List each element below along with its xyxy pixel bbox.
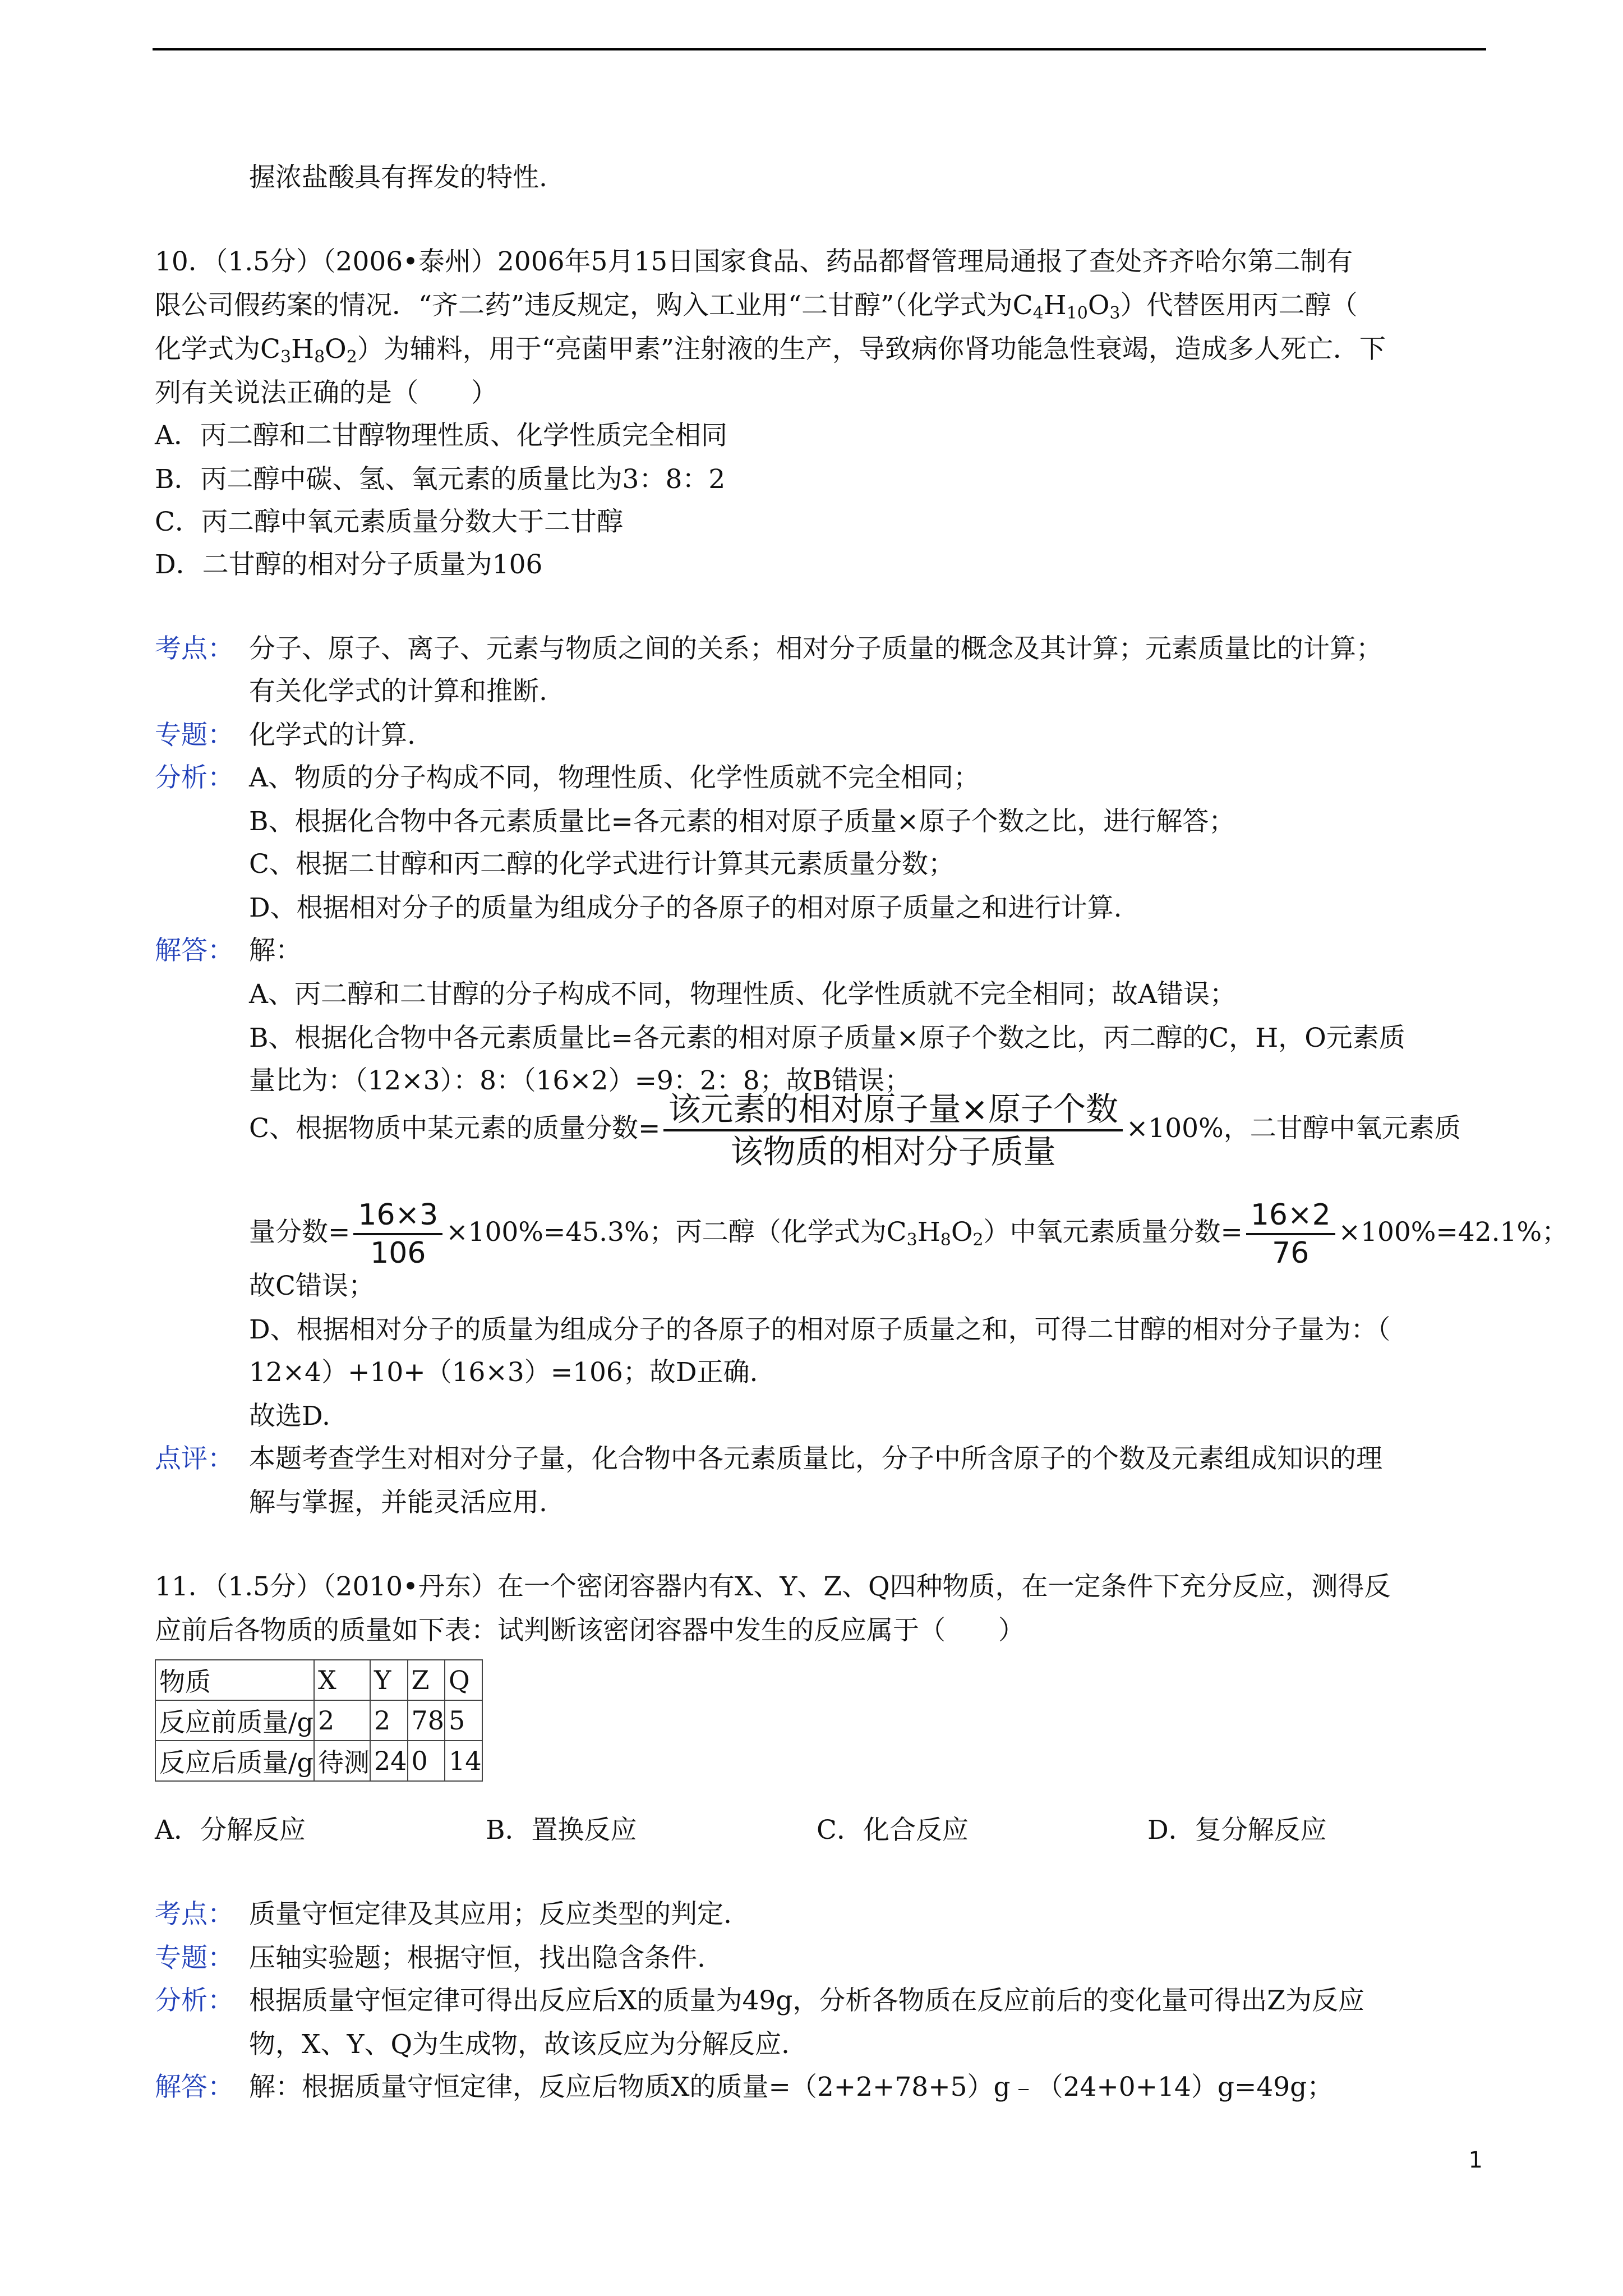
table-cell: 2	[314, 1700, 370, 1741]
a11-fenxi-1: 根据质量守恒定律可得出反应后X的质量为49g，分析各物质在反应前后的变化量可得出Z为反应	[249, 1985, 1365, 2016]
table-cell: Q	[445, 1660, 482, 1700]
q11-option-a: A．分解反应	[155, 1815, 306, 1846]
a10-fenxi-c: C、根据二甘醇和丙二醇的化学式进行计算其元素质量分数；	[249, 849, 955, 880]
a10-jieda-b1: B、根据化合物中各元素质量比=各元素的相对原子质量×原子个数之比，丙二醇的C，H，O元素质	[249, 1023, 1405, 1053]
table-cell: 14	[445, 1741, 482, 1781]
q10-option-a: A．丙二醇和二甘醇物理性质、化学性质完全相同	[155, 420, 727, 451]
q10-line-2: 限公司假药案的情况．“齐二药”违反规定，购入工业用“二甘醇”（化学式为$C_4H_{10}O_3$）代替医用丙二醇（	[155, 290, 1358, 323]
a11-zhuanti: 压轴实验题；根据守恒，找出隐含条件.	[249, 1943, 706, 1973]
table-cell: X	[314, 1660, 370, 1700]
a10-dianping-1: 本题考查学生对相对分子量，化合物中各元素质量比，分子中所含原子的个数及元素组成知识的理	[249, 1443, 1382, 1474]
a10-jie: 解：	[249, 935, 302, 966]
intro-text: 握浓盐酸具有挥发的特性.	[249, 162, 547, 193]
a10-jieda-b2: 量比为：（12×3）：8：（16×2）=9：2：8；故B错误；	[249, 1065, 911, 1096]
mass-table	[155, 1659, 483, 1782]
table-cell: 待测	[314, 1741, 370, 1781]
q10-line-3: 化学式为$C_3H_8O_2$）为辅料，用于“亮菌甲素”注射液的生产，导致病你肾功能急性衰竭，造成多人死亡．下	[155, 334, 1386, 367]
q11-option-b: B．置换反应	[486, 1815, 637, 1846]
q11-option-d: D．复分解反应	[1147, 1815, 1327, 1846]
table-cell: 反应后质量/g	[155, 1741, 314, 1781]
table-cell: 78	[408, 1700, 445, 1741]
label-jieda: 解答：	[155, 935, 234, 966]
label-kaodian-11: 考点：	[155, 1899, 234, 1930]
a10-kaodian-2: 有关化学式的计算和推断.	[249, 676, 547, 707]
a10-kaodian-1: 分子、原子、离子、元素与物质之间的关系；相对分子质量的概念及其计算；元素质量比的计算；	[249, 633, 1382, 664]
table-row	[155, 1660, 482, 1700]
a10-jieda-c1: C、根据物质中某元素的质量分数= $\frac{\text{该元素的相对原子量×原子个数}}{\text{该物质的相对分子质量}}$ ×100%，二甘醇中氧元素质	[249, 1090, 1461, 1171]
a10-fenxi-a: A、物质的分子构成不同，物理性质、化学性质就不完全相同；	[249, 762, 980, 793]
table-cell: 2	[370, 1700, 408, 1741]
label-jieda-11: 解答：	[155, 2072, 234, 2102]
table-row	[155, 1700, 482, 1741]
label-fenxi-11: 分析：	[155, 1985, 234, 2016]
table-row	[155, 1741, 482, 1781]
table-cell: 反应前质量/g	[155, 1700, 314, 1741]
table-cell: 物质	[155, 1660, 314, 1700]
a10-jieda-c3: 故C错误；	[249, 1271, 375, 1301]
a10-jieda-end: 故选D.	[249, 1401, 330, 1432]
table-cell: Z	[408, 1660, 445, 1700]
q10-option-d: D．二甘醇的相对分子质量为106	[155, 549, 543, 580]
a10-jieda-a: A、丙二醇和二甘醇的分子构成不同，物理性质、化学性质就不完全相同；故A错误；	[249, 979, 1236, 1010]
q11-line-1: 11．（1.5分）（2010•丹东）在一个密闭容器内有X、Y、Z、Q四种物质，在一定条件下充分反应，测得反	[155, 1571, 1391, 1602]
label-dianping: 点评：	[155, 1443, 234, 1474]
label-kaodian: 考点：	[155, 633, 234, 664]
table-cell: 0	[408, 1741, 445, 1781]
fraction-mass-percent: $\frac{\text{该元素的相对原子量×原子个数}}{\text{该物质的相对分子质量}}$	[663, 1089, 1123, 1172]
label-fenxi: 分析：	[155, 762, 234, 793]
q11-line-2: 应前后各物质的质量如下表：试判断该密闭容器中发生的反应属于（ ）	[155, 1615, 1025, 1646]
table-cell: Y	[370, 1660, 408, 1700]
label-zhuanti-11: 专题：	[155, 1943, 234, 1973]
header-rule	[153, 48, 1486, 50]
a10-dianping-2: 解与掌握，并能灵活应用.	[249, 1487, 547, 1518]
a11-jieda: 解：根据质量守恒定律，反应后物质X的质量=（2+2+78+5）g﹣（24+0+14）g=49g；	[249, 2072, 1334, 2102]
q11-option-c: C．化合反应	[817, 1815, 969, 1846]
page-number: 1	[1468, 2147, 1483, 2173]
q10-line-1: 10．（1.5分）（2006•泰州）2006年5月15日国家食品、药品都督管理局通报了查处齐齐哈尔第二制有	[155, 246, 1353, 277]
q10-option-b: B．丙二醇中碳、氢、氧元素的质量比为3：8：2	[155, 464, 726, 495]
fraction-16x2: $\frac{16\times 2}{76}$	[1246, 1197, 1335, 1271]
a10-fenxi-d: D、根据相对分子的质量为组成分子的各原子的相对原子质量之和进行计算.	[249, 892, 1122, 923]
a10-zhuanti: 化学式的计算.	[249, 720, 416, 751]
a10-fenxi-b: B、根据化合物中各元素质量比=各元素的相对原子质量×原子个数之比，进行解答；	[249, 806, 1235, 837]
a10-jieda-d2: 12×4）+10+（16×3）=106；故D正确.	[249, 1357, 758, 1388]
q10-line-4: 列有关说法正确的是（ ）	[155, 378, 497, 408]
table-cell: 24	[370, 1741, 408, 1781]
a10-jieda-c2: 量分数= $\frac{16\times 3}{106}$ ×100%=45.3%；丙二醇（化学式为$C_3H_8O_2$）中氧元素质量分数= $\frac{16\times 2}{76}$ ×100%=42.1%；	[249, 1198, 1569, 1270]
fraction-16x3: $\frac{16\times 3}{106}$	[353, 1197, 442, 1271]
q10-option-c: C．丙二醇中氧元素质量分数大于二甘醇	[155, 507, 623, 537]
a11-fenxi-2: 物，X、Y、Q为生成物，故该反应为分解反应.	[249, 2029, 790, 2060]
a11-kaodian: 质量守恒定律及其应用；反应类型的判定.	[249, 1899, 732, 1930]
table-cell: 5	[445, 1700, 482, 1741]
label-zhuanti: 专题：	[155, 720, 234, 751]
a10-jieda-d1: D、根据相对分子的质量为组成分子的各原子的相对原子质量之和，可得二甘醇的相对分子量为：（	[249, 1314, 1391, 1345]
